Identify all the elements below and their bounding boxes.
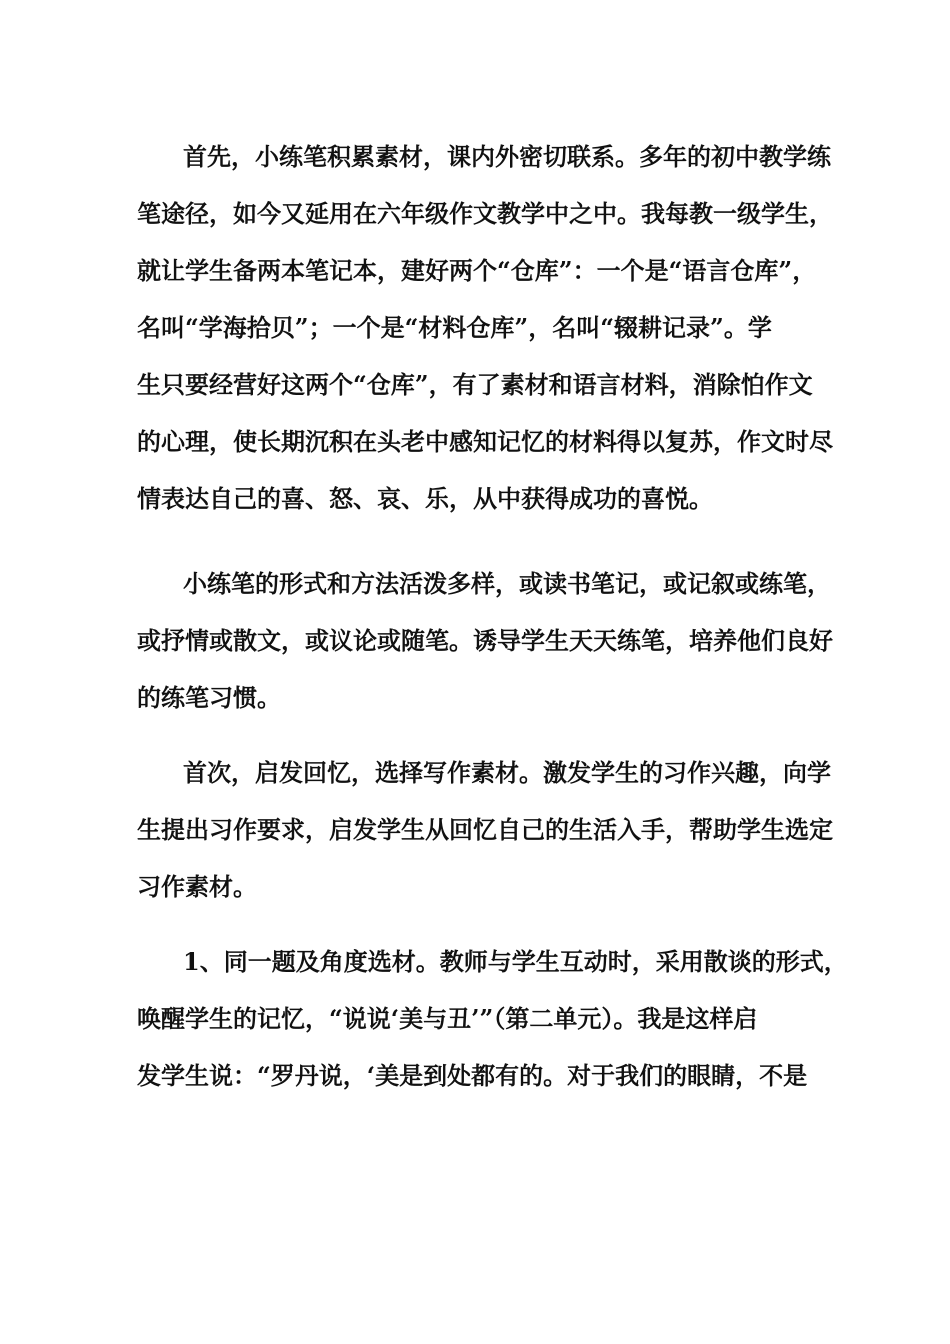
paragraph-1 (137, 128, 833, 527)
text-line: 的练笔习惯。 (137, 683, 281, 712)
paragraph-2 (137, 555, 833, 726)
text-line: 的心理，使长期沉积在头老中感知记忆的材料得以复苏，作文时尽 (137, 427, 833, 456)
text-line: 唤醒学生的记忆，“说说‘美与丑’”（第二单元）。我是这样启 (137, 1004, 758, 1033)
text-line: 就让学生备两本笔记本，建好两个“仓库”：一个是“语言仓库”， (137, 256, 817, 285)
text-line: 情表达自己的喜、怒、哀、乐，从中获得成功的喜悦。 (137, 484, 713, 513)
text-line: 生只要经营好这两个“仓库”，有了素材和语言材料，消除怕作文 (137, 370, 813, 399)
text-line: 首先，小练笔积累素材，课内外密切联系。多年的初中教学练 (183, 142, 831, 171)
text-line: 首次，启发回忆，选择写作素材。激发学生的习作兴趣，向学 (183, 758, 831, 787)
text-line: 发学生说：“罗丹说，‘美是到处都有的。对于我们的眼睛，不是 (137, 1061, 808, 1090)
paragraph-3 (137, 744, 833, 915)
text-line: 生提出习作要求，启发学生从回忆自己的生活入手，帮助学生选定 (137, 815, 833, 844)
text-line: 小练笔的形式和方法活泼多样，或读书笔记，或记叙或练笔， (183, 569, 831, 598)
text-line: 或抒情或散文，或议论或随笔。诱导学生天天练笔，培养他们良好 (137, 626, 833, 655)
text-line: 1、同一题及角度选材。教师与学生互动时，采用散谈的形式， (183, 947, 848, 976)
text-line: 习作素材。 (137, 872, 257, 901)
text-line: 笔途径，如今又延用在六年级作文教学中之中。我每教一级学生， (137, 199, 833, 228)
text-line: 名叫“学海拾贝”；一个是“材料仓库”，名叫“辍耕记录”。学 (137, 313, 772, 342)
paragraph-4 (137, 933, 848, 1104)
